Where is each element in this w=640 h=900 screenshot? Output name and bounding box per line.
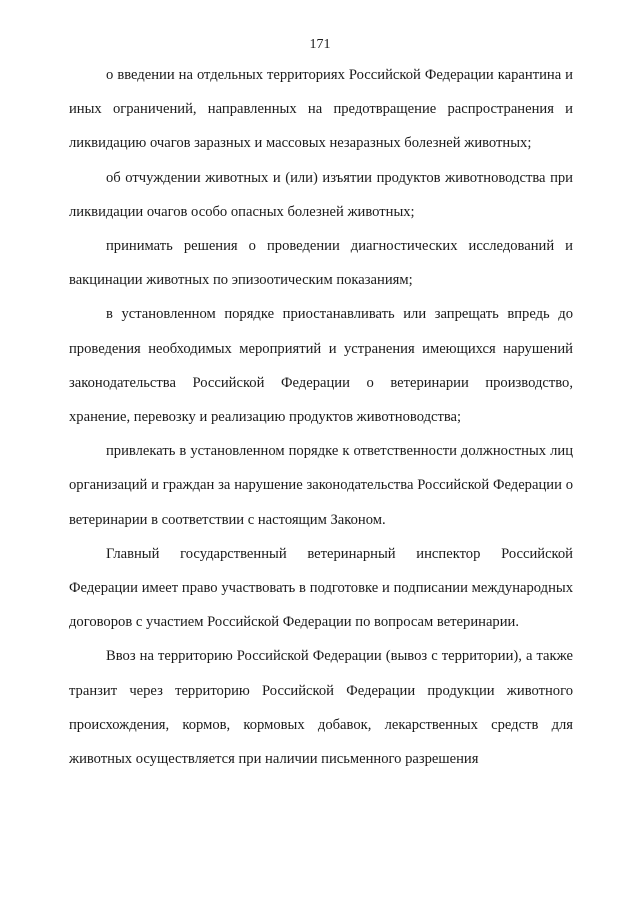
- page-number: 171: [309, 37, 331, 52]
- paragraph-diagnostics: принимать решения о проведении диагностических исследований и вакцинации животных по эпизоотическим показаниям;: [69, 238, 573, 289]
- paragraph-alienation: об отчуждении животных и (или) изъятии продуктов животноводства при ликвидации очагов особо опасных болезней животных;: [69, 169, 573, 220]
- document-body: [69, 58, 573, 776]
- paragraph-liability: привлекать в установленном порядке к ответственности должностных лиц организаций и граждан за нарушение законодательства Российской Федерации о ветеринарии в соответствии с настоящим Законом.: [69, 443, 573, 528]
- paragraph-import-export: Ввоз на территорию Российской Федерации (вывоз с территории), а также транзит через территорию Российской Федерации продукции животного происхождения, кормов, кормовых добавок, лекарственных средств для животных осуществляется при наличии письменного разрешения: [69, 648, 573, 768]
- paragraph-suspension: в установленном порядке приостанавливать или запрещать впредь до проведения необходимых мероприятий и устранения имеющихся нарушений законодательства Российской Федерации о ветеринарии производство, хранение, перевозку и реализацию продуктов животноводства;: [69, 306, 573, 426]
- paragraph-quarantine: о введении на отдельных территориях Российской Федерации карантина и иных ограничений, направленных на предотвращение распространения и ликвидацию очагов заразных и массовых незаразных болезней животных;: [69, 67, 573, 152]
- paragraph-chief-inspector: Главный государственный ветеринарный инспектор Российской Федерации имеет право участвовать в подготовке и подписании международных договоров с участием Российской Федерации по вопросам ветеринарии.: [69, 545, 573, 631]
